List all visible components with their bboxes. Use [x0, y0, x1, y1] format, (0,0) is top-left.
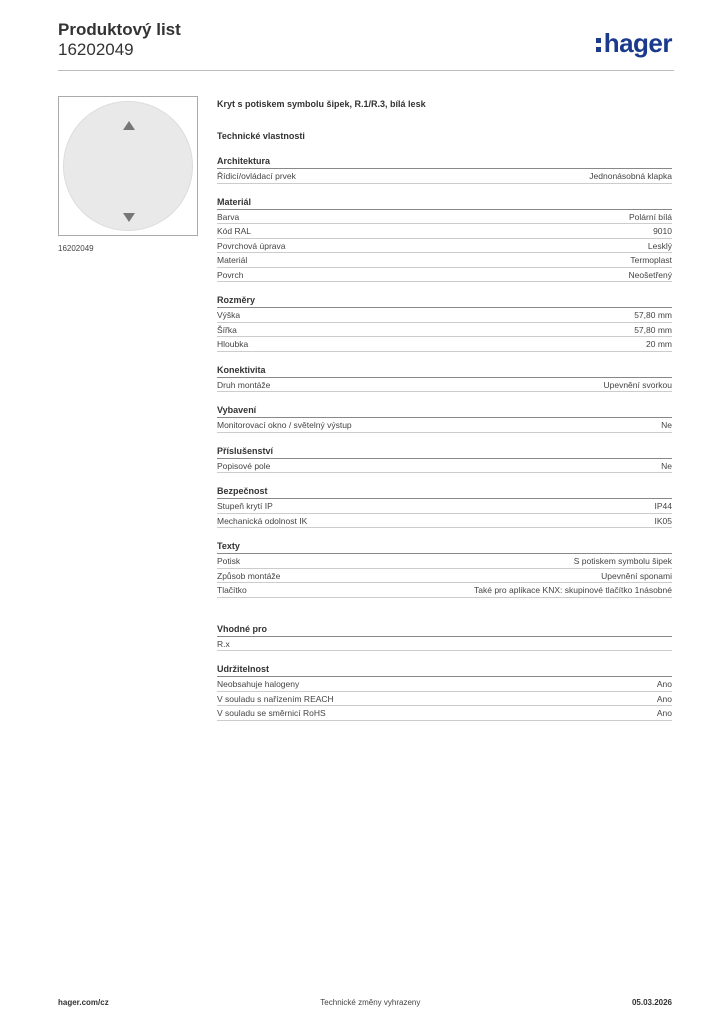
header-divider	[58, 70, 674, 71]
spec-label: Povrchová úprava	[217, 240, 286, 251]
footer-date: 05.03.2026	[631, 998, 672, 1007]
spec-row	[217, 706, 672, 721]
spec-section	[217, 155, 672, 184]
logo-text: hager	[603, 28, 672, 58]
arrow-up-icon	[123, 121, 135, 130]
spec-value: Upevnění svorkou	[603, 379, 672, 390]
spec-value: Polární bílá	[629, 211, 672, 222]
spec-value: Termoplast	[630, 255, 672, 265]
spec-label: Materiál	[217, 255, 248, 265]
section-title: Architektura	[217, 155, 672, 169]
section-title: Udržitelnost	[217, 663, 672, 677]
spec-label: Způsob montáže	[217, 570, 281, 581]
section-title: Příslušenství	[217, 445, 672, 459]
spec-section	[217, 623, 672, 652]
spec-row	[217, 459, 672, 474]
spec-row	[217, 210, 672, 225]
spec-label: Tlačítko	[217, 585, 247, 595]
spec-row	[217, 514, 672, 529]
spec-row	[217, 378, 672, 393]
spec-label: Popisové pole	[217, 460, 271, 471]
spec-row	[217, 569, 672, 584]
section-title: Konektivita	[217, 364, 672, 378]
spec-section	[217, 364, 672, 393]
spec-label: Řídicí/ovládací prvek	[217, 171, 296, 181]
spec-label: Mechanická odolnost IK	[217, 515, 308, 526]
logo-dots-icon	[596, 34, 602, 54]
product-details	[217, 97, 672, 721]
spec-section	[217, 540, 672, 598]
section-title: Bezpečnost	[217, 485, 672, 499]
spec-row	[217, 499, 672, 514]
spec-label: Potisk	[217, 556, 241, 566]
spec-section	[217, 445, 672, 474]
spec-row	[217, 337, 672, 352]
spec-section	[217, 404, 672, 433]
spec-value: Také pro aplikace KNX: skupinové tlačítko 1násobné	[474, 585, 672, 595]
spec-row	[217, 253, 672, 268]
section-title: Texty	[217, 540, 672, 554]
spec-value: Upevnění sponami	[601, 570, 672, 581]
spec-value: Ne	[661, 460, 672, 471]
spec-value: 9010	[653, 226, 672, 236]
spec-label: Monitorovací okno / světelný výstup	[217, 420, 352, 430]
spec-value: Ano	[656, 708, 672, 718]
spec-row	[217, 583, 672, 598]
spec-value: 57,80 mm	[634, 310, 672, 320]
product-image	[58, 96, 198, 236]
page-footer	[58, 998, 672, 1007]
image-caption: 16202049	[58, 244, 94, 253]
spec-row	[217, 323, 672, 338]
spec-section	[217, 196, 672, 283]
spec-row	[217, 677, 672, 692]
spec-label: Výška	[217, 310, 241, 320]
spec-sections	[217, 155, 672, 721]
spec-label: R.x	[217, 638, 230, 649]
section-title: Vhodné pro	[217, 623, 672, 637]
spec-value: Ano	[656, 693, 672, 704]
spec-row	[217, 637, 672, 652]
spec-row	[217, 692, 672, 707]
spec-label: V souladu se směrnicí RoHS	[217, 708, 326, 718]
spec-label: Povrch	[217, 269, 244, 280]
spec-value: 20 mm	[646, 339, 672, 349]
product-name: Kryt s potiskem symbolu šipek, R.1/R.3, bílá lesk	[217, 99, 426, 109]
spec-label: Druh montáže	[217, 379, 271, 390]
spec-value: Jednonásobná klapka	[589, 171, 672, 181]
footer-note: Technické změny vyhrazeny	[320, 998, 421, 1007]
spec-value: Ano	[656, 679, 672, 689]
spec-section	[217, 485, 672, 528]
spec-row	[217, 169, 672, 184]
spec-value: Neošetřený	[628, 269, 672, 280]
arrow-down-icon	[123, 213, 135, 222]
spec-value: Ne	[661, 420, 672, 430]
spec-label: Hloubka	[217, 339, 249, 349]
spec-label: Barva	[217, 211, 240, 222]
page-title: Produktový list	[58, 20, 181, 39]
product-code: 16202049	[58, 40, 134, 59]
spec-row	[217, 554, 672, 569]
spec-label: Stupeň krytí IP	[217, 501, 273, 511]
section-title: Materiál	[217, 196, 672, 210]
spec-label: Neobsahuje halogeny	[217, 679, 300, 689]
spec-row	[217, 418, 672, 433]
spec-value: IP44	[654, 501, 672, 511]
spec-value: Lesklý	[647, 240, 672, 251]
hager-logo	[596, 28, 672, 59]
rocker-cover-disc	[63, 101, 193, 231]
spec-section	[217, 294, 672, 352]
spec-value: S potiskem symbolu šipek	[573, 556, 672, 566]
spec-row	[217, 239, 672, 254]
spec-value: 57,80 mm	[634, 324, 672, 335]
technical-heading: Technické vlastnosti	[217, 131, 305, 141]
spec-label: V souladu s nařízením REACH	[217, 693, 334, 704]
spec-section	[217, 663, 672, 721]
spec-label: Kód RAL	[217, 226, 252, 236]
page-header	[58, 20, 181, 60]
section-title: Vybavení	[217, 404, 672, 418]
section-title: Rozměry	[217, 294, 672, 308]
spec-row	[217, 224, 672, 239]
spec-row	[217, 268, 672, 283]
spec-value: IK05	[654, 515, 672, 526]
footer-website[interactable]: hager.com/cz	[58, 998, 109, 1007]
spec-row	[217, 308, 672, 323]
spec-label: Šířka	[217, 324, 237, 335]
